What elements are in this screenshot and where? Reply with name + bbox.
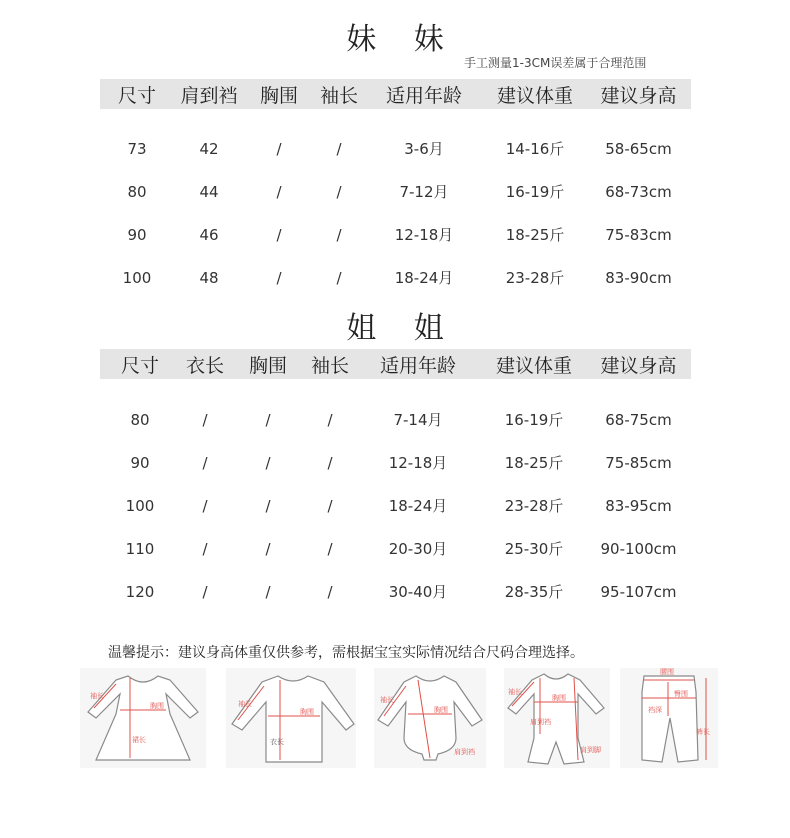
table-row: [100, 170, 691, 213]
cell-chest: /: [276, 268, 282, 287]
pants-waist-label: 腰围: [660, 668, 674, 676]
shirt-measurement-icon: [226, 668, 356, 768]
cell-height: 75-83cm: [605, 225, 672, 244]
cell-sleeve: /: [336, 182, 342, 201]
cell-length: /: [202, 582, 208, 601]
cell-shoulder-to-crotch: 46: [199, 225, 219, 244]
header-weight: 建议体重: [495, 354, 572, 377]
cell-shoulder-to-crotch: 48: [199, 268, 219, 287]
cell-age: 7-12月: [399, 183, 449, 201]
cell-sleeve: /: [336, 268, 342, 287]
bodysuit-chest-label: 胸围: [434, 706, 448, 714]
measurement-note: 手工测量1-3CM误差属于合理范围: [464, 56, 647, 70]
cell-age: 12-18月: [394, 226, 454, 244]
pants-hip-label: 臀围: [674, 690, 688, 698]
table-header: [100, 79, 691, 109]
cell-sleeve: /: [327, 496, 333, 515]
header-sleeve: 袖长: [319, 84, 358, 107]
table-header: [100, 349, 691, 379]
cell-size: 100: [122, 268, 152, 287]
cell-height: 68-73cm: [605, 182, 672, 201]
header-chest: 胸围: [248, 354, 287, 377]
sister-size-table: [100, 79, 691, 299]
cell-size: 90: [127, 225, 147, 244]
cell-size: 110: [125, 539, 155, 558]
header-height: 建议身高: [600, 354, 677, 377]
cell-chest: /: [265, 410, 271, 429]
cell-weight: 28-35斤: [504, 583, 564, 601]
cell-height: 58-65cm: [605, 139, 672, 158]
cell-size: 80: [130, 410, 150, 429]
romper-sleeve-label: 袖长: [508, 688, 522, 696]
cell-weight: 16-19斤: [505, 183, 565, 201]
cell-sleeve: /: [327, 582, 333, 601]
shirt-length-label: 衣长: [270, 738, 284, 746]
cell-height: 68-75cm: [605, 410, 672, 429]
cell-chest: /: [265, 582, 271, 601]
cell-chest: /: [276, 182, 282, 201]
shirt-sleeve-label: 袖长: [238, 700, 252, 708]
header-length: 衣长: [185, 354, 224, 377]
cell-size: 120: [125, 582, 155, 601]
cell-shoulder-to-crotch: 42: [199, 139, 219, 158]
table-row: [100, 570, 691, 613]
header-sleeve: 袖长: [310, 354, 349, 377]
cell-sleeve: /: [336, 225, 342, 244]
header-age: 适用年龄: [379, 354, 456, 377]
table-row: [100, 256, 691, 299]
cell-sleeve: /: [336, 139, 342, 158]
cell-weight: 23-28斤: [505, 269, 565, 287]
pants-rise-label: 裆深: [648, 706, 662, 714]
dress-measurement-icon: [80, 668, 206, 768]
size-tip: 温馨提示：建议身高体重仅供参考，需根据宝宝实际情况结合尺码合理选择。: [108, 645, 584, 661]
pants-length-label: 裤长: [696, 728, 710, 736]
cell-chest: /: [276, 139, 282, 158]
cell-age: 30-40月: [388, 583, 448, 601]
table-row: [100, 441, 691, 484]
cell-age: 18-24月: [388, 497, 448, 515]
header-height: 建议身高: [600, 84, 677, 107]
cell-height: 75-85cm: [605, 453, 672, 472]
romper-measurement-icon: [504, 668, 610, 768]
cell-height: 90-100cm: [600, 539, 677, 558]
cell-age: 7-14月: [393, 411, 443, 429]
header-chest: 胸围: [259, 84, 298, 107]
cell-length: /: [202, 496, 208, 515]
pants-measurement-icon: [620, 668, 718, 768]
cell-age: 12-18月: [388, 454, 448, 472]
table-row: [100, 398, 691, 441]
dress-chest-label: 胸围: [150, 702, 164, 710]
table-row: [100, 127, 691, 170]
cell-height: 95-107cm: [600, 582, 677, 601]
cell-length: /: [202, 410, 208, 429]
bodysuit-measurement-icon: [374, 668, 486, 768]
cell-age: 18-24月: [394, 269, 454, 287]
cell-size: 90: [130, 453, 150, 472]
cell-age: 20-30月: [388, 540, 448, 558]
cell-size: 73: [127, 139, 147, 158]
cell-chest: /: [265, 496, 271, 515]
romper-chest-label: 胸围: [552, 694, 566, 702]
header-age: 适用年龄: [385, 84, 462, 107]
cell-weight: 23-28斤: [504, 497, 564, 515]
table-row: [100, 527, 691, 570]
cell-sleeve: /: [327, 539, 333, 558]
header-size: 尺寸: [120, 354, 159, 377]
elder-title: 姐 姐: [346, 311, 458, 346]
cell-size: 100: [125, 496, 155, 515]
cell-height: 83-90cm: [605, 268, 672, 287]
bodysuit-crotch-label: 肩到裆: [454, 748, 475, 756]
cell-chest: /: [265, 539, 271, 558]
sister-title: 妹 妹: [346, 22, 458, 57]
cell-shoulder-to-crotch: 44: [199, 182, 219, 201]
shirt-chest-label: 胸围: [300, 708, 314, 716]
header-weight: 建议体重: [496, 84, 573, 107]
romper-crotch-label: 肩到裆: [530, 718, 551, 726]
cell-weight: 14-16斤: [505, 140, 565, 158]
cell-weight: 16-19斤: [504, 411, 564, 429]
cell-sleeve: /: [327, 453, 333, 472]
dress-length-label: 裙长: [132, 736, 146, 744]
cell-weight: 18-25斤: [504, 454, 564, 472]
cell-weight: 18-25斤: [505, 226, 565, 244]
cell-height: 83-95cm: [605, 496, 672, 515]
cell-chest: /: [276, 225, 282, 244]
cell-sleeve: /: [327, 410, 333, 429]
cell-chest: /: [265, 453, 271, 472]
cell-length: /: [202, 453, 208, 472]
elder-size-table: [100, 349, 691, 613]
romper-foot-label: 肩到脚: [580, 746, 601, 754]
header-size: 尺寸: [117, 84, 156, 107]
cell-length: /: [202, 539, 208, 558]
cell-size: 80: [127, 182, 147, 201]
bodysuit-sleeve-label: 袖长: [380, 696, 394, 704]
cell-age: 3-6月: [404, 140, 444, 158]
header-shoulder-to-crotch: 肩到裆: [180, 84, 238, 107]
dress-sleeve-label: 袖长: [90, 692, 104, 700]
table-row: [100, 213, 691, 256]
cell-weight: 25-30斤: [504, 540, 564, 558]
table-row: [100, 484, 691, 527]
